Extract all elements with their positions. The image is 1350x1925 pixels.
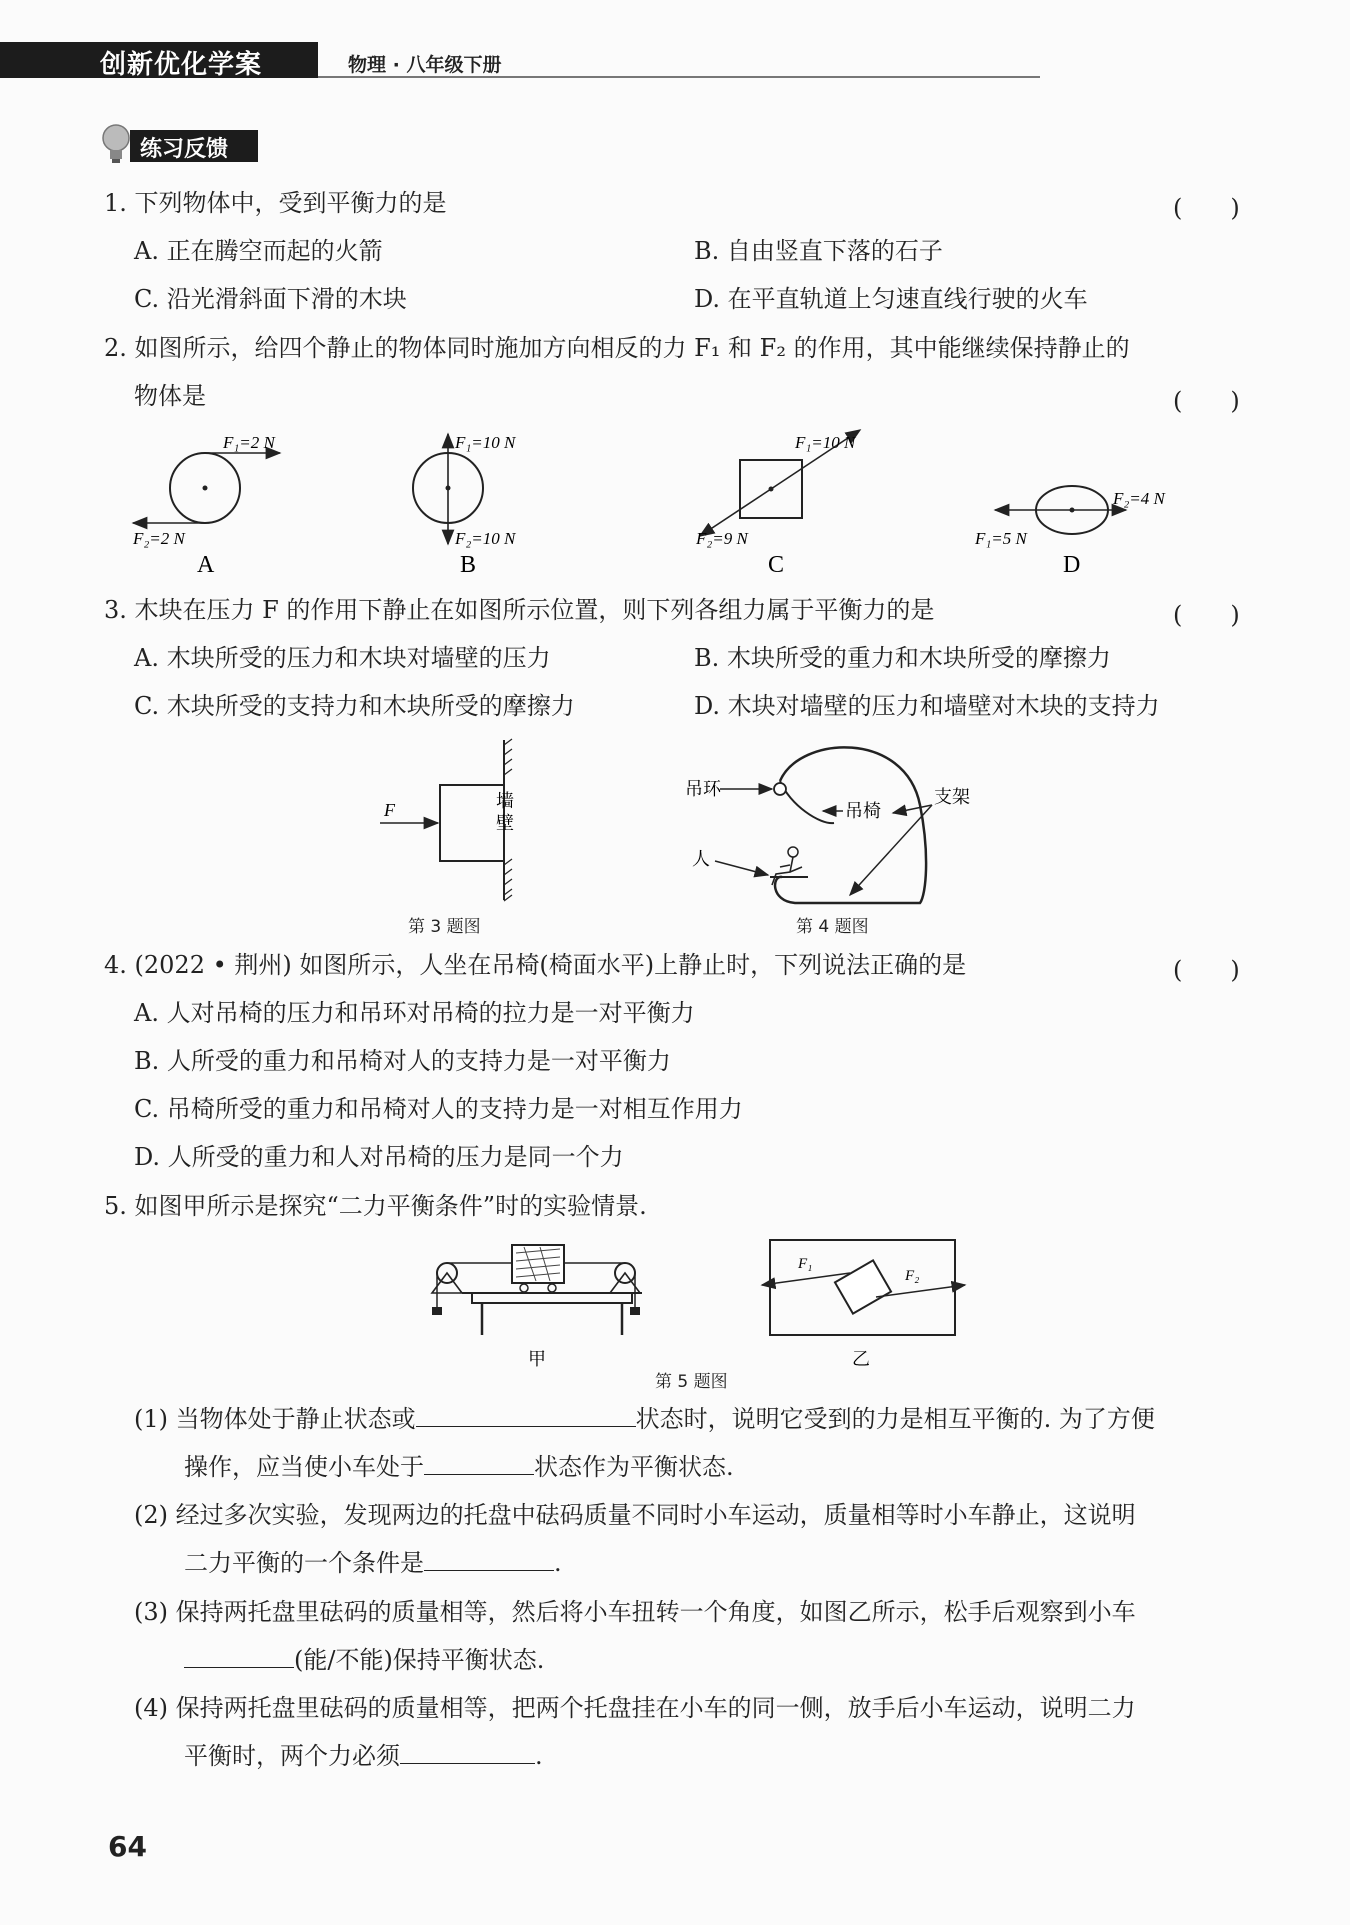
q3-figure-caption: 第 3 题图	[408, 917, 481, 937]
q2-figure-d	[974, 486, 1167, 578]
q2-a-f1-label: F₁=2 N	[223, 433, 275, 452]
q5-s2-blank[interactable]	[424, 1548, 554, 1571]
q2-figure-a	[132, 433, 280, 578]
q2-answer-paren: ( )	[1173, 387, 1240, 415]
q2-b-label: B	[460, 552, 477, 578]
header-rule	[318, 76, 1040, 78]
q2-d-label: D	[1063, 552, 1081, 578]
q5-s2-line2: 二力平衡的一个条件是 .	[184, 1549, 562, 1577]
q5-s2-line1: (2) 经过多次实验，发现两边的托盘中砝码质量不同时小车运动，质量相等时小车静止，这说明	[134, 1501, 1136, 1529]
page-number: 64	[108, 1830, 147, 1863]
q4-option-c: C. 吊椅所受的重力和吊椅对人的支持力是一对相互作用力	[134, 1095, 743, 1123]
q5-figures	[420, 1235, 980, 1380]
q4-stem: 4. (2022 • 荆州) 如图所示，人坐在吊椅(椅面水平)上静止时，下列说法正确的是	[104, 951, 967, 979]
q2-c-label: C	[768, 552, 785, 578]
q5-yi-label: 乙	[852, 1349, 870, 1369]
q4-chair-label: 吊椅	[845, 801, 881, 821]
q4-frame-label: 支架	[934, 787, 970, 807]
q5-s1-blank-1[interactable]	[416, 1404, 636, 1427]
q2-a-label: A	[197, 552, 215, 578]
q3-figure	[370, 735, 540, 935]
q5-s4-line1: (4) 保持两托盘里砝码的质量相等，把两个托盘挂在小车的同一侧，放手后小车运动，说明二力	[134, 1694, 1136, 1722]
q5-figure-yi	[762, 1240, 965, 1369]
q5-f1-label: F₁	[798, 1256, 813, 1272]
q4-ring-label: 吊环	[685, 779, 721, 799]
q2-stem-line1: 2. 如图所示，给四个静止的物体同时施加方向相反的力 F₁ 和 F₂ 的作用，其中能继续保持静止的	[104, 334, 1130, 362]
q5-jia-label: 甲	[528, 1349, 546, 1369]
q5-s1-line1: (1) 当物体处于静止状态或 状态时，说明它受到的力是相互平衡的. 为了方便	[134, 1405, 1155, 1433]
q4-answer-paren: ( )	[1173, 956, 1240, 984]
q1-option-d: D. 在平直轨道上匀速直线行驶的火车	[694, 285, 1088, 313]
q5-f2-label: F₂	[905, 1268, 920, 1284]
q2-d-f2-label: F₂=4 N	[1113, 489, 1165, 508]
q2-d-f1-label: F₁=5 N	[975, 529, 1027, 548]
q1-answer-paren: ( )	[1173, 194, 1240, 222]
subject-title: 物理 · 八年级下册	[348, 54, 502, 76]
q2-c-f1-label: F₁=10 N	[795, 433, 856, 452]
q2-figure-b	[413, 433, 517, 578]
q3-option-c: C. 木块所受的支持力和木块所受的摩擦力	[134, 692, 575, 720]
q2-b-f1-label: F₁=10 N	[455, 433, 516, 452]
q5-s4-blank[interactable]	[400, 1741, 535, 1764]
q1-stem: 1. 下列物体中，受到平衡力的是	[104, 189, 447, 217]
q4-option-a: A. 人对吊椅的压力和吊环对吊椅的拉力是一对平衡力	[134, 999, 695, 1027]
q2-figures	[0, 420, 1350, 590]
q2-b-f2-label: F₂=10 N	[455, 529, 516, 548]
q3-option-b: B. 木块所受的重力和木块所受的摩擦力	[694, 644, 1111, 672]
q1-option-b: B. 自由竖直下落的石子	[694, 237, 943, 265]
q5-s3-line1: (3) 保持两托盘里砝码的质量相等，然后将小车扭转一个角度，如图乙所示，松手后观察到小车	[134, 1598, 1136, 1626]
q2-figure-c	[695, 430, 860, 578]
q1-option-a: A. 正在腾空而起的火箭	[134, 237, 383, 265]
q5-s3-blank[interactable]	[184, 1645, 294, 1668]
section-title: 练习反馈	[140, 137, 229, 162]
q5-figure-jia	[432, 1245, 642, 1369]
q2-stem-line2: 物体是	[134, 382, 206, 410]
q4-figure	[680, 735, 1000, 915]
q3-option-a: A. 木块所受的压力和木块对墙壁的压力	[134, 644, 551, 672]
q4-option-b: B. 人所受的重力和吊椅对人的支持力是一对平衡力	[134, 1047, 671, 1075]
q3-wall-label-2: 壁	[496, 813, 514, 833]
q5-figure-caption: 第 5 题图	[655, 1372, 728, 1392]
q5-s1-line2: 操作，应当使小车处于 状态作为平衡状态.	[184, 1453, 734, 1481]
q5-stem: 5. 如图甲所示是探究“二力平衡条件”时的实验情景.	[104, 1192, 647, 1220]
q2-a-f2-label: F₂=2 N	[133, 529, 185, 548]
q3-answer-paren: ( )	[1173, 601, 1240, 629]
q2-c-f2-label: F₂=9 N	[696, 529, 748, 548]
q5-s3-line2: (能/不能)保持平衡状态.	[184, 1645, 544, 1675]
q3-force-label: F	[384, 800, 395, 820]
q3-stem: 3. 木块在压力 F 的作用下静止在如图所示位置，则下列各组力属于平衡力的是	[104, 596, 935, 624]
brand-title: 创新优化学案	[100, 50, 263, 80]
q5-s1-blank-2[interactable]	[424, 1452, 534, 1475]
q4-option-d: D. 人所受的重力和人对吊椅的压力是同一个力	[134, 1143, 624, 1171]
q1-option-c: C. 沿光滑斜面下滑的木块	[134, 285, 407, 313]
q3-wall-label-1: 墙	[496, 791, 514, 811]
q5-s4-line2: 平衡时，两个力必须 .	[184, 1742, 543, 1770]
lightbulb-icon	[100, 122, 134, 166]
q3-option-d: D. 木块对墙壁的压力和墙壁对木块的支持力	[694, 692, 1160, 720]
q4-person-label: 人	[692, 849, 710, 869]
q4-figure-caption: 第 4 题图	[796, 917, 869, 937]
